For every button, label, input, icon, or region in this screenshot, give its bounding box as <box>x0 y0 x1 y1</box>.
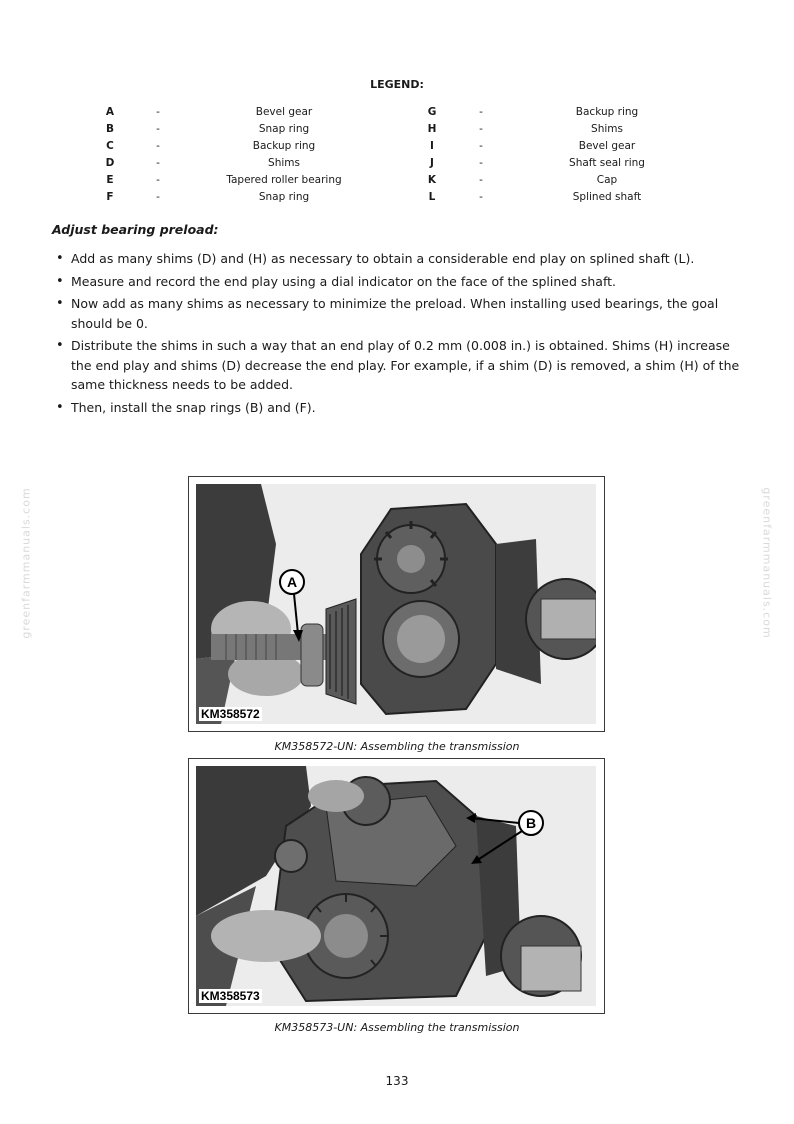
figure-code: KM358572 <box>201 707 260 721</box>
figure-code: KM358573 <box>201 989 260 1003</box>
legend-dash: - <box>156 157 160 169</box>
watermark-left: greenfarmmanuals.com <box>19 487 33 639</box>
transmission-illustration <box>196 484 596 724</box>
figure-km358572 <box>188 476 605 732</box>
legend-row <box>0 104 794 121</box>
legend-description: Cap <box>596 174 618 186</box>
watermark-right: greenfarmmanuals.com <box>760 487 774 639</box>
legend-row <box>0 189 794 206</box>
figure-caption: KM358573-UN: Assembling the transmission <box>274 1021 520 1034</box>
legend-letter: A <box>105 106 115 118</box>
legend-dash: - <box>156 106 160 118</box>
instruction-list <box>52 249 742 420</box>
transmission-photo <box>196 766 596 1006</box>
section-heading: Adjust bearing preload: <box>52 222 219 237</box>
instruction-item: • Then, install the snap rings (B) and (F). <box>52 398 742 418</box>
legend-description: Splined shaft <box>572 191 642 203</box>
legend-letter: B <box>105 123 114 135</box>
callout-letter: B <box>525 815 537 831</box>
legend-row <box>0 138 794 155</box>
legend-dash: - <box>479 191 483 203</box>
legend-letter: E <box>106 174 114 186</box>
legend-dash: - <box>156 123 160 135</box>
legend-letter: K <box>427 174 437 186</box>
callout-letter: A <box>286 574 298 590</box>
legend-letter: H <box>427 123 437 135</box>
instruction-item: • Distribute the shims in such a way that an end play of 0.2 mm (0.008 in.) is obtained. Shims (H) increase the end play and shims (D) decrease the end play. For example, if a shim (D) is removed, a shim (H) of the same thickness needs to be added. <box>52 336 742 395</box>
transmission-illustration <box>196 766 596 1006</box>
legend-description: Shims <box>591 123 623 135</box>
legend-description: Bevel gear <box>255 106 313 118</box>
legend-dash: - <box>479 140 483 152</box>
legend-dash: - <box>479 174 483 186</box>
legend-description: Backup ring <box>252 140 316 152</box>
legend-description: Snap ring <box>258 191 310 203</box>
legend-letter: D <box>105 157 115 169</box>
legend-row <box>0 121 794 138</box>
legend-dash: - <box>479 106 483 118</box>
legend-description: Snap ring <box>258 123 310 135</box>
transmission-photo <box>196 484 596 724</box>
legend-letter: J <box>430 157 434 169</box>
instruction-item: • Now add as many shims as necessary to minimize the preload. When installing used bearings, the goal should be 0. <box>52 294 742 333</box>
figure-km358573 <box>188 758 605 1014</box>
legend-title: LEGEND: <box>370 78 424 91</box>
instruction-item: • Add as many shims (D) and (H) as necessary to obtain a considerable end play on splined shaft (L). <box>52 249 742 269</box>
figure-caption: KM358572-UN: Assembling the transmission <box>274 740 520 753</box>
legend-letter: I <box>430 140 434 152</box>
legend-dash: - <box>156 174 160 186</box>
legend-row <box>0 172 794 189</box>
legend-description: Bevel gear <box>578 140 636 152</box>
legend-description: Shaft seal ring <box>569 157 645 169</box>
legend-description: Tapered roller bearing <box>226 174 342 186</box>
legend-dash: - <box>156 140 160 152</box>
legend-dash: - <box>156 191 160 203</box>
legend-letter: F <box>106 191 114 203</box>
legend-letter: L <box>428 191 436 203</box>
legend-description: Shims <box>268 157 300 169</box>
legend-row <box>0 155 794 172</box>
page-number: 133 <box>385 1074 409 1088</box>
legend-description: Backup ring <box>575 106 639 118</box>
instruction-item: • Measure and record the end play using a dial indicator on the face of the splined shaft. <box>52 272 742 292</box>
legend-letter: G <box>427 106 437 118</box>
legend-dash: - <box>479 157 483 169</box>
legend-letter: C <box>106 140 114 152</box>
legend-dash: - <box>479 123 483 135</box>
